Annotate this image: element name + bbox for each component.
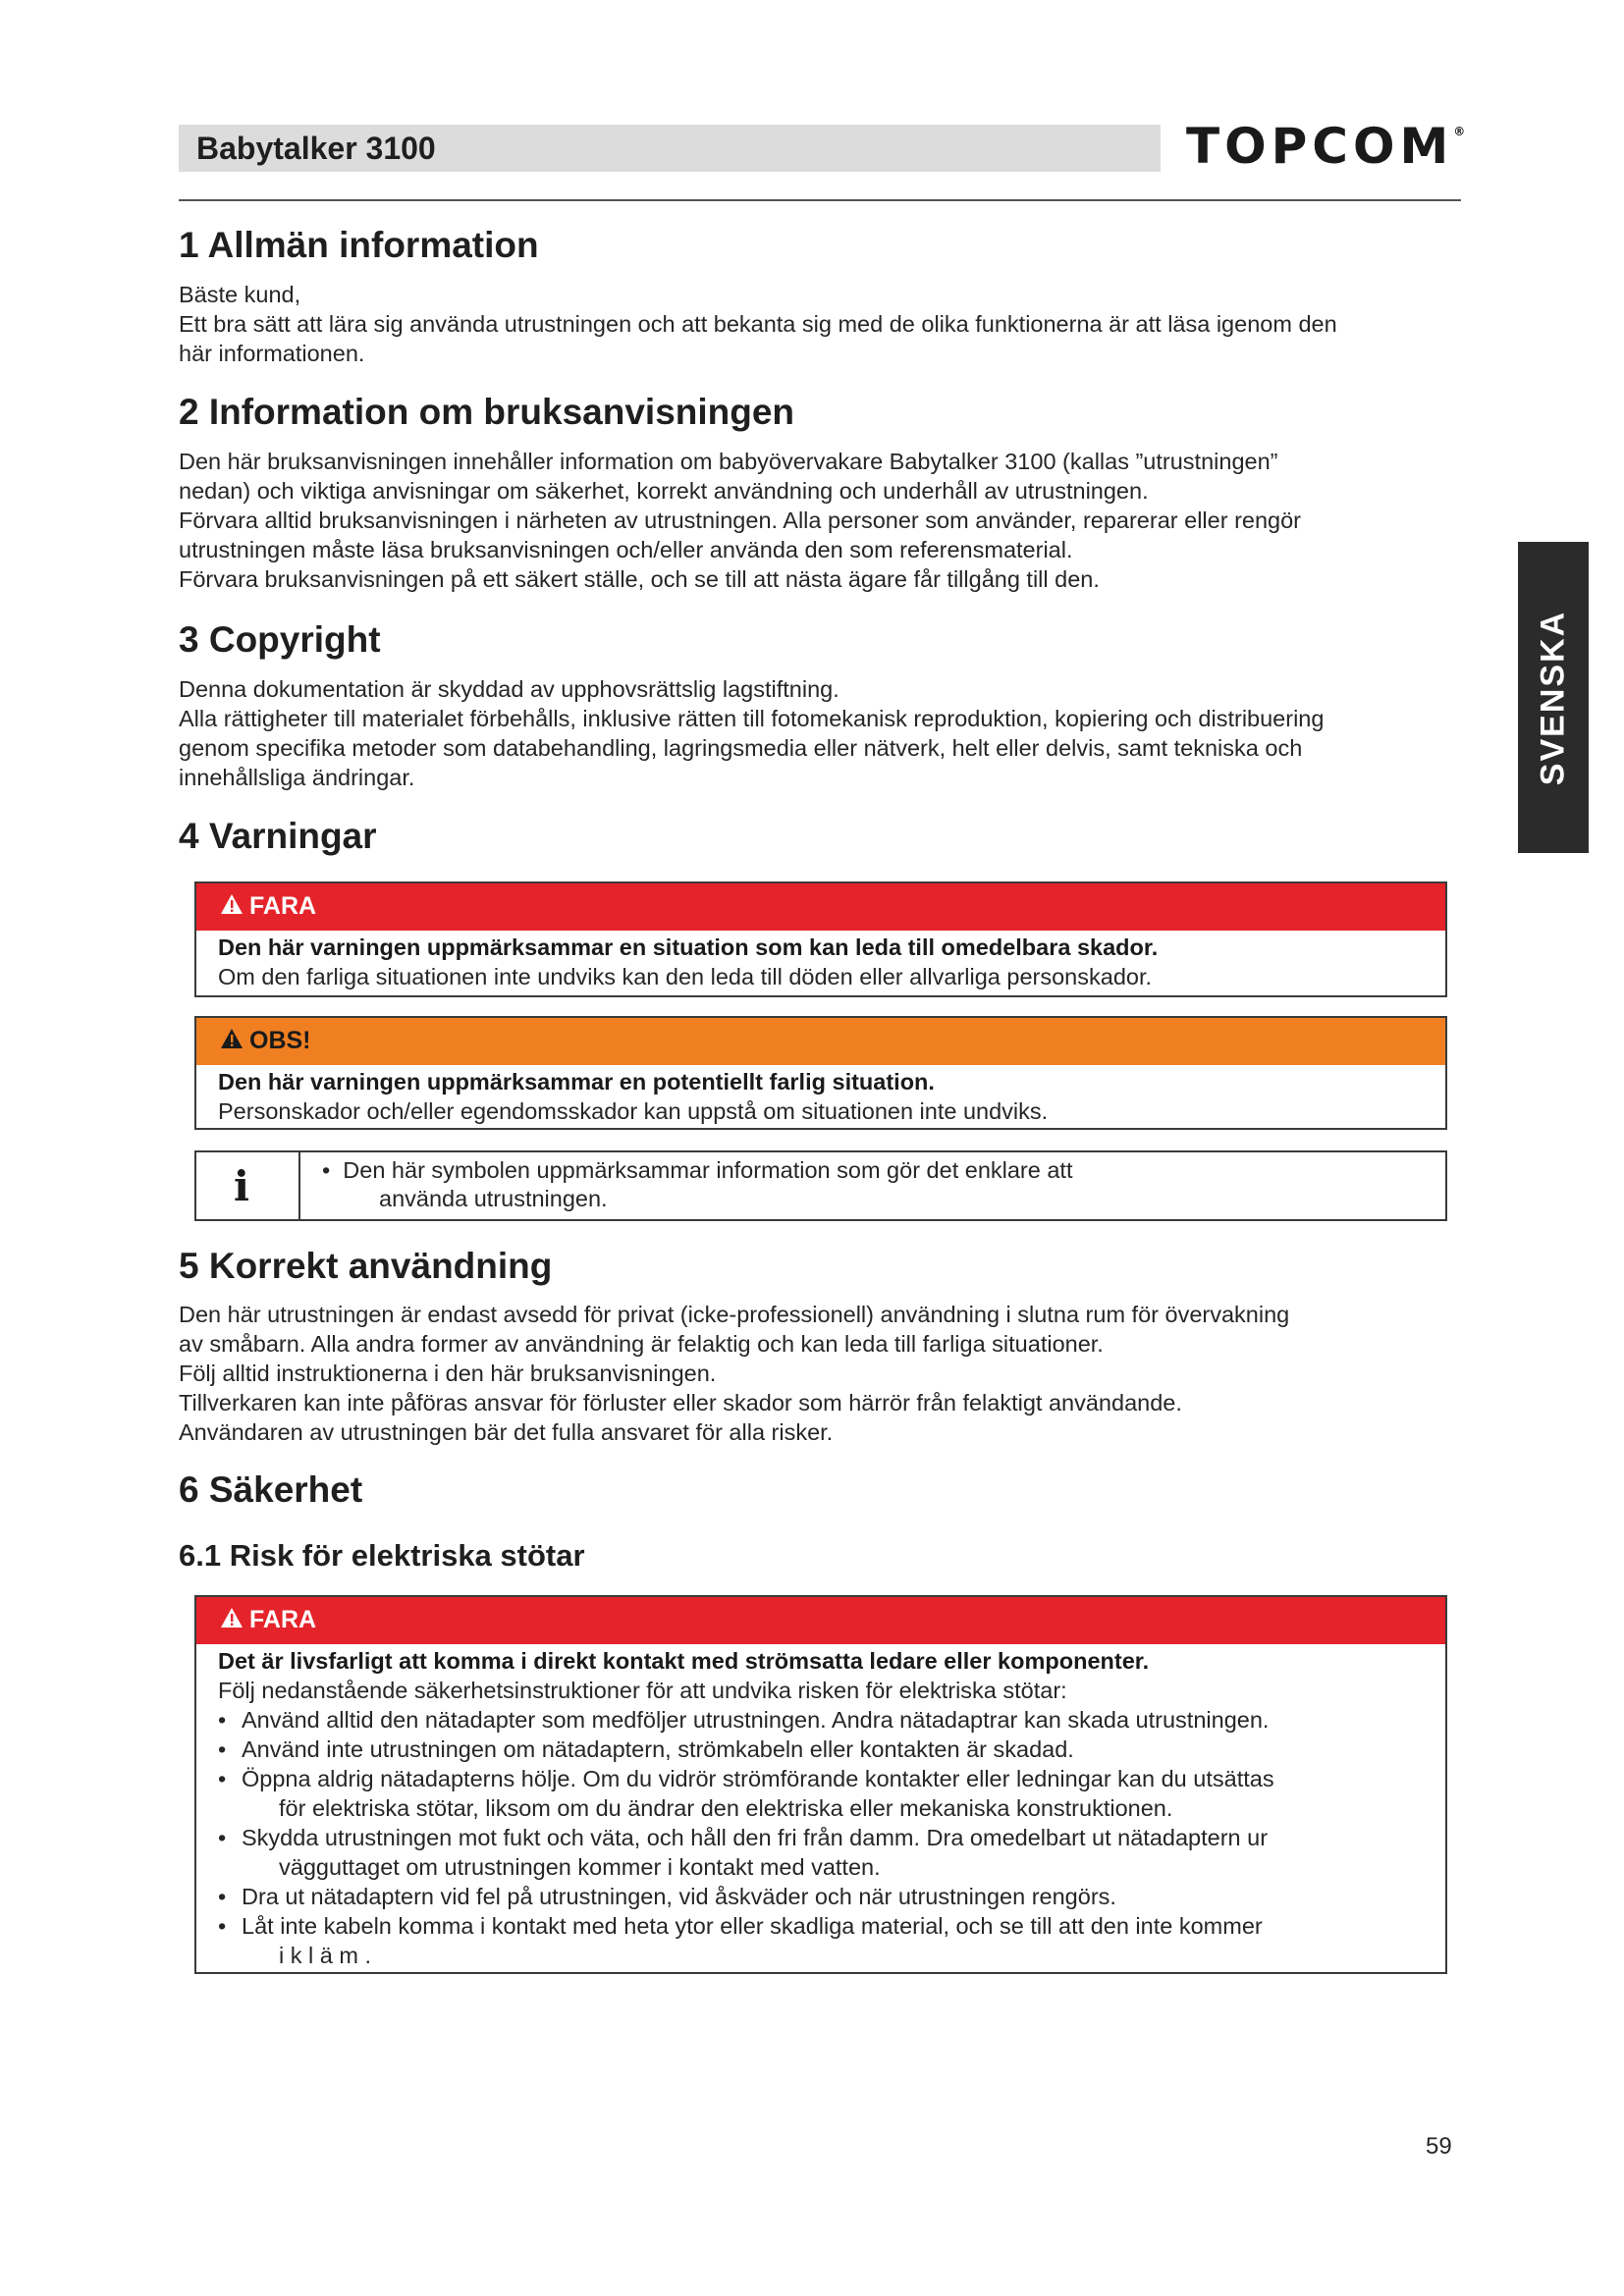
product-title: Babytalker 3100 [196,131,436,166]
section-6-heading: 6 Säkerhet [179,1469,363,1510]
language-tab-label: SVENSKA [1534,610,1572,785]
bullet-dot: • [218,1913,227,1939]
danger-header-bar [196,883,1445,931]
danger-bold-text: Den här varningen uppmärksammar en situation som kan leda till omedelbara skador. [218,934,1159,960]
info-icon: i [234,1162,249,1210]
danger-warning-box [194,881,1447,997]
bullet-dot: • [218,1707,227,1733]
list-item: • Använd inte utrustningen om nätadaptern, strömkabeln eller kontakten är skadad. [218,1736,1074,1762]
info-box [194,1150,1447,1221]
bullet-dot: • [218,1884,227,1909]
section-4-heading: 4 Varningar [179,816,377,856]
text-line: Den här utrustningen är endast avsedd för privat (icke-professionell) användning i slutna rum för övervakning [179,1302,1290,1327]
section-1-text [179,280,1455,368]
list-item: • Skydda utrustningen mot fukt och väta, och håll den fri från damm. Dra omedelbart ut nätadaptern ur [218,1825,1269,1850]
text-line: Ett bra sätt att lära sig använda utrustningen och att bekanta sig med de olika funktionerna är att läsa igenom den [179,311,1337,337]
text-line: nedan) och viktiga anvisningar om säkerhet, korrekt användning och underhåll av utrustningen. [179,478,1149,504]
list-item: • Låt inte kabeln komma i kontakt med heta ytor eller skadliga material, och se till att den inte kommer [218,1913,1263,1939]
electric-danger-box [194,1595,1447,1974]
section-1-heading: 1 Allmän information [179,225,539,265]
text-line: här informationen. [179,341,365,366]
danger-intro-text: Följ nedanstående säkerhetsinstruktioner för att undvika risken för elektriska stötar: [218,1678,1067,1703]
caution-header-bar [196,1018,1445,1065]
bullet-dot: • [218,1825,227,1850]
bullet-dot: • [322,1157,331,1183]
section-2-text [179,447,1455,594]
caution-warning-box [194,1016,1447,1130]
bullet-dot: • [218,1766,227,1791]
language-tab [1518,542,1589,853]
registered-mark: ® [1453,125,1466,138]
list-item-continuation: vägguttaget om utrustningen kommer i kontakt med vatten. [279,1854,881,1880]
text-line: Användaren av utrustningen bär det fulla ansvaret för alla risker. [179,1419,834,1445]
list-item: • Öppna aldrig nätadapterns hölje. Om du vidrör strömförande kontakter eller ledningar kan du utsättas [218,1766,1274,1791]
logo-text: TOPCOM [1186,118,1454,175]
text-line: Följ alltid instruktionerna i den här bruksanvisningen. [179,1361,717,1386]
section-3-text [179,674,1455,792]
info-text-line: använda utrustningen. [379,1186,608,1211]
text-line: Bäste kund, [179,282,301,307]
warning-triangle-icon [220,893,244,915]
list-item: • Dra ut nätadaptern vid fel på utrustningen, vid åskväder och när utrustningen rengörs. [218,1884,1116,1909]
page-number: 59 [1426,2133,1452,2160]
bullet-dot: • [218,1736,227,1762]
text-line: Förvara bruksanvisningen på ett säkert ställe, och se till att nästa ägare får tillgång till den. [179,566,1100,592]
caution-bold-text: Den här varningen uppmärksammar en potentiellt farlig situation. [218,1069,935,1095]
text-line: Tillverkaren kan inte påföras ansvar för förluster eller skador som härrör från felaktigt användande. [179,1390,1182,1415]
text-line: Förvara alltid bruksanvisningen i närheten av utrustningen. Alla personer som använder, reparerar eller rengör [179,507,1301,533]
warning-triangle-icon [220,1607,244,1629]
text-line: innehållsliga ändringar. [179,765,415,790]
section-5-text [179,1300,1455,1447]
topcom-logo [1186,118,1466,175]
caution-label: OBS! [249,1027,311,1054]
danger-header-bar [196,1597,1445,1644]
text-line: av småbarn. Alla andra former av användning är felaktig och kan leda till farliga situationer. [179,1331,1104,1357]
caution-text: Personskador och/eller egendomsskador kan uppstå om situationen inte undviks. [218,1098,1049,1124]
danger-label: FARA [249,1606,317,1633]
text-line: Alla rättigheter till materialet förbehålls, inklusive rätten till fotomekanisk reproduktion, kopiering och distribuering [179,706,1325,731]
warning-triangle-icon [220,1028,244,1049]
danger-label: FARA [249,892,317,920]
list-item-continuation: i k l ä m . [279,1943,372,1968]
text-line: utrustningen måste läsa bruksanvisningen och/eller använda den som referensmaterial. [179,537,1073,562]
subsection-6-1-heading: 6.1 Risk för elektriska stötar [179,1538,585,1573]
list-item: • Använd alltid den nätadapter som medföljer utrustningen. Andra nätadaptrar kan skada utrustningen. [218,1707,1270,1733]
danger-text: Om den farliga situationen inte undviks kan den leda till döden eller allvarliga personskador. [218,964,1153,989]
list-item-continuation: för elektriska stötar, liksom om du ändrar den elektriska eller mekaniska konstruktionen. [279,1795,1173,1821]
text-line: Den här bruksanvisningen innehåller information om babyövervakare Babytalker 3100 (kallas ”utrustningen” [179,449,1278,474]
text-line: Denna dokumentation är skyddad av upphovsrättslig lagstiftning. [179,676,839,702]
header-divider [179,199,1461,201]
section-3-heading: 3 Copyright [179,619,381,660]
text-line: genom specifika metoder som databehandling, lagringsmedia eller nätverk, helt eller delvis, samt tekniska och [179,735,1303,761]
section-5-heading: 5 Korrekt användning [179,1246,553,1286]
danger-bold-text: Det är livsfarligt att komma i direkt kontakt med strömsatta ledare eller komponenter. [218,1648,1150,1674]
section-2-heading: 2 Information om bruksanvisningen [179,392,795,432]
info-text-line: Den här symbolen uppmärksammar information som gör det enklare att [343,1157,1073,1183]
